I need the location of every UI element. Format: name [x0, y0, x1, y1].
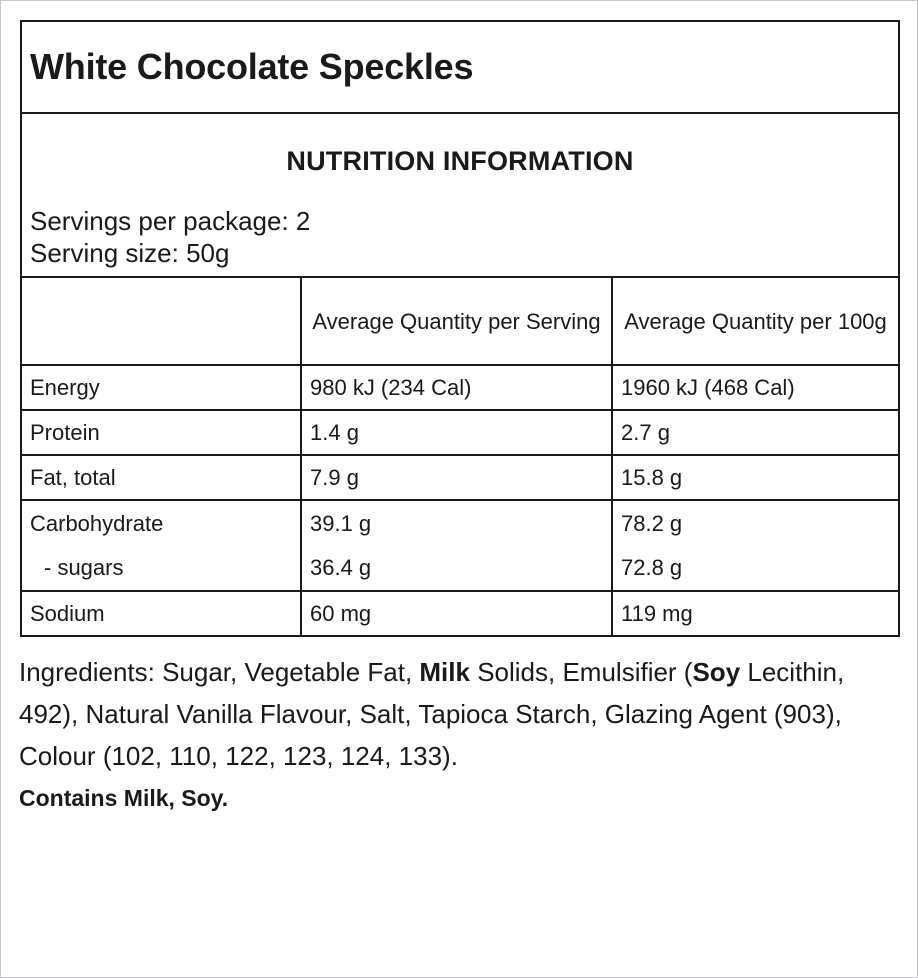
nutrition-panel [20, 20, 900, 637]
per-serving-cell [301, 500, 612, 591]
allergen-soy: Soy [692, 657, 741, 687]
per-serving-sub-value: 36.4 g [310, 554, 372, 580]
table-header-row [22, 278, 898, 365]
per-100g-value: 15.8 g [612, 455, 898, 500]
nutrient-sub-name: - sugars [44, 554, 124, 580]
serving-size: Serving size: 50g [30, 238, 230, 268]
header-cell-empty [22, 278, 301, 365]
nutrient-name: Protein [22, 410, 301, 455]
per-serving-value: 7.9 g [301, 455, 612, 500]
per-100g-cell [612, 500, 898, 591]
per-serving-value: 1.4 g [301, 410, 612, 455]
per-serving-value: 39.1 g [310, 510, 372, 536]
allergen-statement: Contains Milk, Soy. [19, 785, 229, 811]
table-row [22, 365, 898, 410]
nutrition-info-header [22, 114, 898, 278]
title-row [22, 22, 898, 114]
nutrient-name: Carbohydrate [30, 510, 164, 536]
ingredients-part: Lecithin, 492), Natural Vanilla Flavour, Salt, Tapioca Starch, Glazing Agent (903), Colour (102, 110, 122, 123, 124, 133). [19, 657, 845, 771]
per-serving-value: 60 mg [301, 591, 612, 635]
per-100g-value: 1960 kJ (468 Cal) [612, 365, 898, 410]
nutrient-name-cell [22, 500, 301, 591]
table-row [22, 500, 898, 591]
servings-per-package: Servings per package: 2 [30, 206, 311, 236]
per-100g-value: 119 mg [621, 600, 693, 626]
product-title: White Chocolate Speckles [30, 46, 474, 87]
nutrition-heading: NUTRITION INFORMATION [286, 146, 634, 176]
ingredients-part: Solids, Emulsifier ( [469, 657, 693, 687]
per-100g-value: 78.2 g [621, 510, 683, 536]
header-per-100g: Average Quantity per 100g [612, 278, 898, 365]
nutrition-table [22, 278, 898, 635]
ingredients-text [19, 651, 879, 777]
nutrient-name: Energy [22, 365, 301, 410]
header-per-serving: Average Quantity per Serving [301, 278, 612, 365]
table-row [22, 455, 898, 500]
nutrient-name: Fat, total [22, 455, 301, 500]
nutrient-name: Sodium [22, 591, 301, 635]
per-100g-sub-value: 72.8 g [621, 554, 683, 580]
per-serving-value: 980 kJ (234 Cal) [301, 365, 612, 410]
ingredients-part: Ingredients: Sugar, Vegetable Fat, [19, 657, 420, 687]
per-100g-value: 2.7 g [612, 410, 898, 455]
table-row [22, 410, 898, 455]
allergen-milk: Milk [419, 657, 470, 687]
table-row [22, 591, 898, 635]
